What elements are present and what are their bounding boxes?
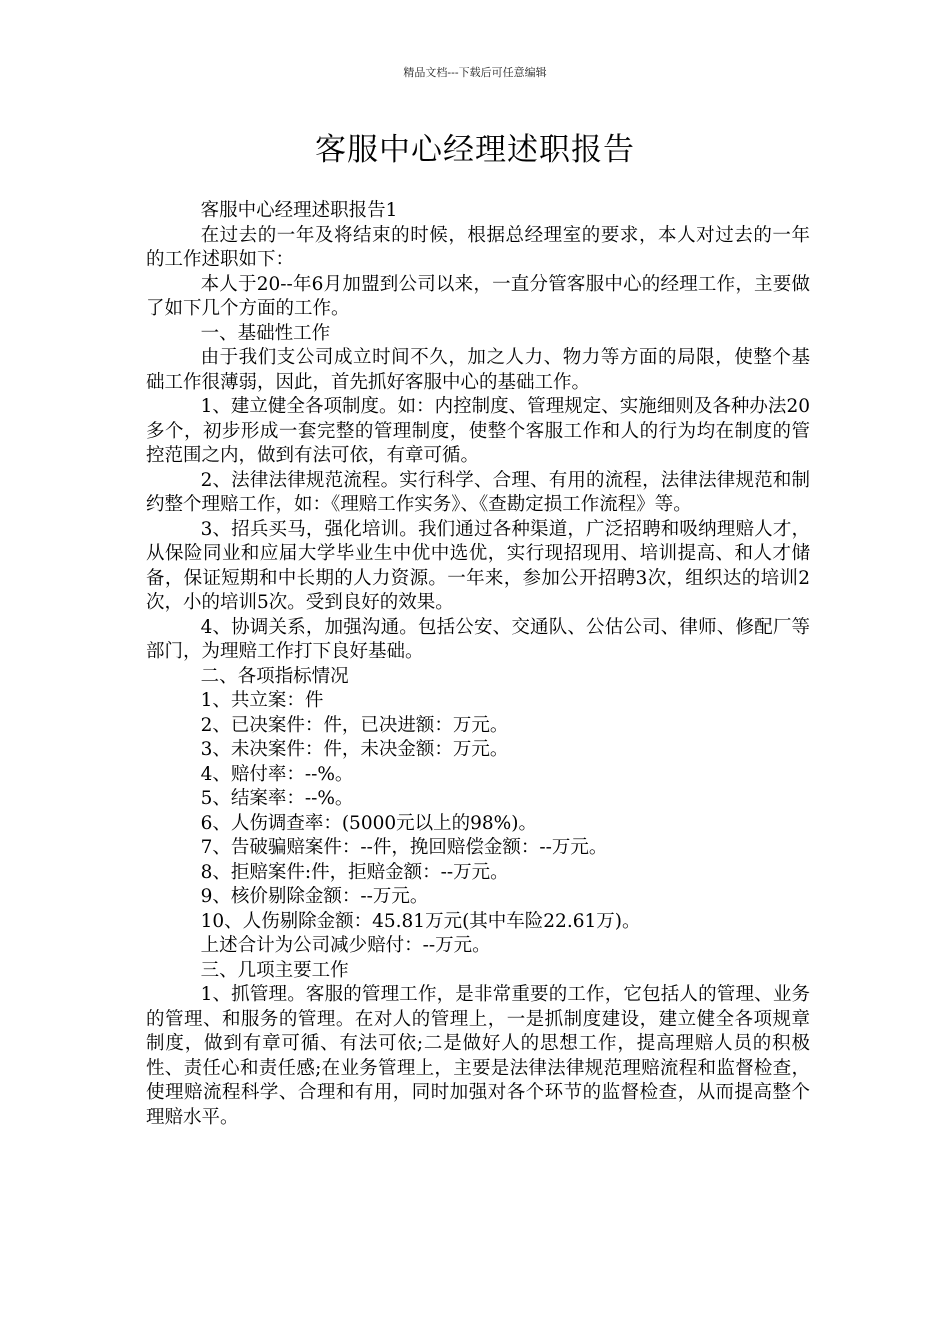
indicator-item: 4、赔付率：--%。 bbox=[200, 763, 354, 785]
page-header-note: 精品文档---下载后可任意编辑 bbox=[403, 66, 547, 79]
section-heading: 一、基础性工作 bbox=[200, 322, 331, 344]
indicator-item: 6、人伤调查率：(5000元以上的98%)。 bbox=[200, 812, 537, 834]
summary-line: 上述合计为公司减少赔付：--万元。 bbox=[200, 935, 491, 956]
list-item: 2、法律法律规范流程。实行科学、合理、有用的流程，法律法律规范和制约整个理赔工作，如：《理赔工作实务》、《查勘定损工作流程》等。 bbox=[146, 469, 810, 515]
indicator-item: 9、核价剔除金额：--万元。 bbox=[200, 886, 429, 907]
list-item: 3、招兵买马，强化培训。我们通过各种渠道，广泛招聘和吸纳理赔人才，从保险同业和应届大学毕业生中优中选优，实行现招现用、培训提高、和人才储备，保证短期和中长期的人力资源。一年来，参加公开招聘3次，组织达的培训2次，小的培训5次。受到良好的效果。 bbox=[146, 518, 810, 613]
report-subtitle: 客服中心经理述职报告1 bbox=[200, 200, 398, 221]
list-item: 4、协调关系，加强沟通。包括公安、交通队、公估公司、律师、修配厂等部门，为理赔工作打下良好基础。 bbox=[146, 616, 810, 662]
indicator-item: 10、人伤剔除金额：45.81万元(其中车险22.61万)。 bbox=[200, 910, 641, 932]
indicator-item: 3、未决案件：件，未决金额：万元。 bbox=[200, 739, 509, 760]
document-title: 客服中心经理述职报告 bbox=[315, 132, 635, 168]
list-item: 1、抓管理。客服的管理工作，是非常重要的工作，它包括人的管理、业务的管理、和服务的管理。在对人的管理上，一是抓制度建设，建立健全各项规章制度，做到有章可循、有法可依;二是做好人的思想工作，提高理赔人员的积极性、责任心和责任感;在业务管理上，主要是法律法律规范理赔流程和监督检查，使理赔流程科学、合理和有用，同时加强对各个环节的监督检查，从而提高整个理赔水平。 bbox=[146, 984, 810, 1128]
paragraph: 由于我们支公司成立时间不久，加之人力、物力等方面的局限，使整个基础工作很薄弱，因此，首先抓好客服中心的基础工作。 bbox=[146, 347, 810, 393]
paragraph: 在过去的一年及将结束的时候，根据总经理室的要求，本人对过去的一年的工作述职如下： bbox=[146, 224, 810, 270]
indicator-item: 8、拒赔案件:件，拒赔金额：--万元。 bbox=[200, 861, 509, 883]
list-item: 1、建立健全各项制度。如：内控制度、管理规定、实施细则及各种办法20多个，初步形成一套完整的管理制度，使整个客服工作和人的行为均在制度的管控范围之内，做到有法可依，有章可循。 bbox=[146, 396, 810, 466]
indicator-item: 1、共立案：件 bbox=[200, 690, 324, 711]
indicator-item: 7、告破骗赔案件：--件，挽回赔偿金额：--万元。 bbox=[200, 837, 608, 858]
section-heading: 三、几项主要工作 bbox=[200, 959, 349, 981]
indicator-item: 5、结案率：--%。 bbox=[200, 788, 354, 809]
document-body bbox=[146, 199, 810, 1130]
section-heading: 二、各项指标情况 bbox=[200, 665, 349, 687]
indicator-item: 2、已决案件：件，已决进额：万元。 bbox=[200, 714, 509, 736]
paragraph: 本人于20--年6月加盟到公司以来，一直分管客服中心的经理工作，主要做了如下几个方面的工作。 bbox=[146, 273, 810, 319]
